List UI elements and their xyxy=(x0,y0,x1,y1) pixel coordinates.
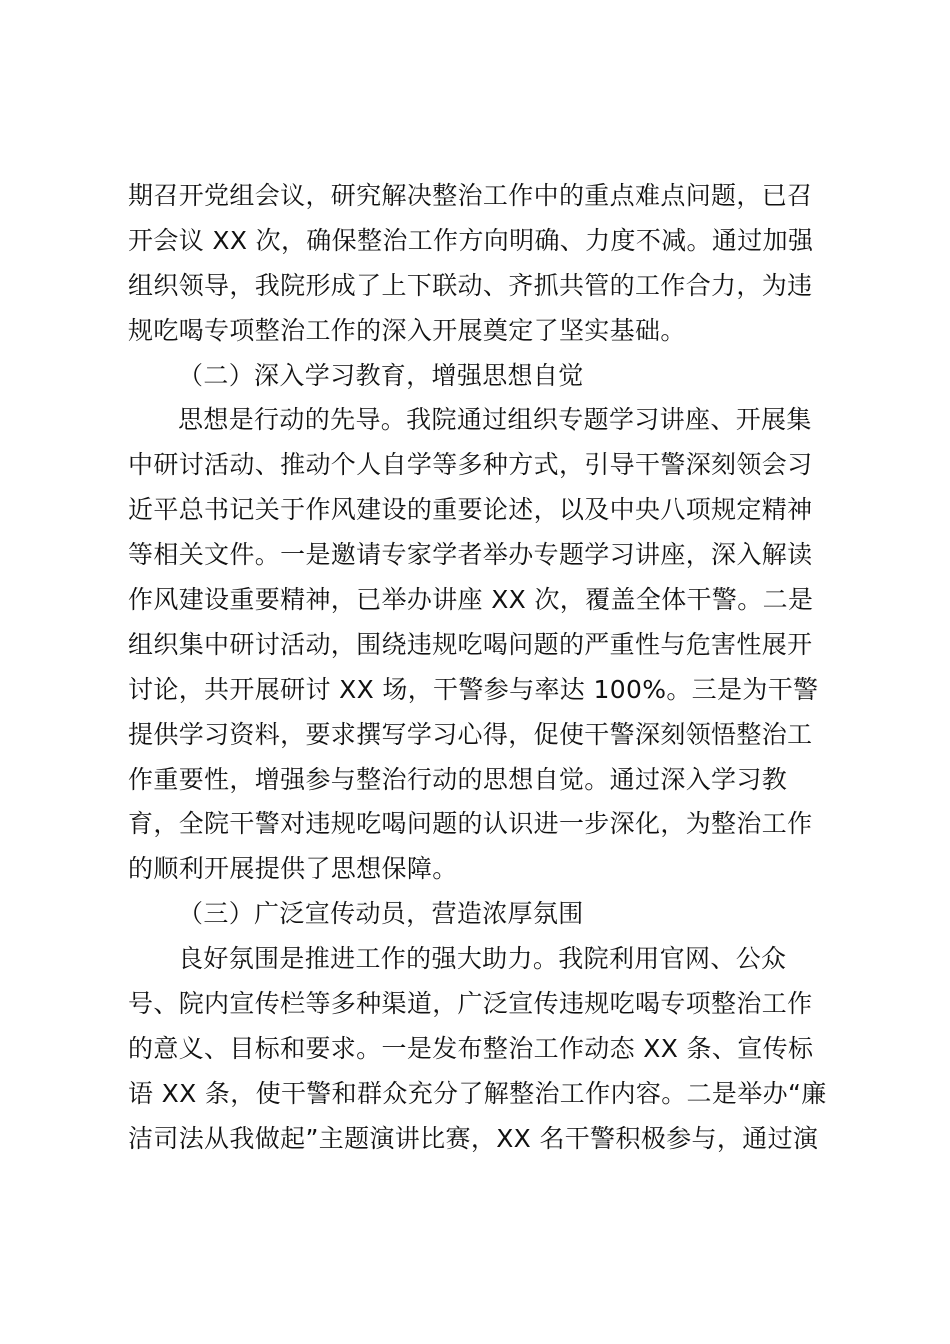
paragraph-line: 提供学习资料，要求撰写学习心得，促使干警深刻领悟整治工 xyxy=(128,719,813,749)
paragraph-line: 思想是行动的先导。我院通过组织专题学习讲座、开展集 xyxy=(178,405,812,435)
paragraph-line: 的顺利开展提供了思想保障。 xyxy=(128,854,458,884)
paragraph-line: 语 XX 条，使干警和群众充分了解整治工作内容。二是举办“廉 xyxy=(128,1078,827,1108)
paragraph-line: 的意义、目标和要求。一是发布整治工作动态 XX 条、宣传标 xyxy=(128,1033,814,1063)
section-heading: （三）广泛宣传动员，营造浓厚氛围 xyxy=(178,899,584,929)
document-body xyxy=(128,174,828,1162)
paragraph-line: 组织领导，我院形成了上下联动、齐抓共管的工作合力，为违 xyxy=(128,270,813,300)
paragraph-line: 等相关文件。一是邀请专家学者举办专题学习讲座，深入解读 xyxy=(128,540,813,570)
paragraph-line: 规吃喝专项整治工作的深入开展奠定了坚实基础。 xyxy=(128,315,686,345)
section-heading: （二）深入学习教育，增强思想自觉 xyxy=(178,360,584,390)
paragraph-line: 作重要性，增强参与整治行动的思想自觉。通过深入学习教 xyxy=(128,764,788,794)
paragraph-line: 近平总书记关于作风建设的重要论述，以及中央八项规定精神 xyxy=(128,495,813,525)
paragraph-line: 开会议 XX 次，确保整治工作方向明确、力度不减。通过加强 xyxy=(128,225,814,255)
paragraph-line: 洁司法从我做起”主题演讲比赛，XX 名干警积极参与，通过演 xyxy=(128,1123,819,1153)
paragraph-line: 育，全院干警对违规吃喝问题的认识进一步深化，为整治工作 xyxy=(128,809,813,839)
paragraph-line: 作风建设重要精神，已举办讲座 XX 次，覆盖全体干警。二是 xyxy=(128,585,814,615)
paragraph-line: 良好氛围是推进工作的强大助力。我院利用官网、公众 xyxy=(178,944,787,974)
paragraph-line: 号、院内宣传栏等多种渠道，广泛宣传违规吃喝专项整治工作 xyxy=(128,989,813,1019)
paragraph-line: 中研讨活动、推动个人自学等多种方式，引导干警深刻领会习 xyxy=(128,450,813,480)
paragraph-line: 讨论，共开展研讨 XX 场，干警参与率达 100%。三是为干警 xyxy=(128,674,819,704)
paragraph-line: 组织集中研讨活动，围绕违规吃喝问题的严重性与危害性展开 xyxy=(128,629,813,659)
paragraph-line: 期召开党组会议，研究解决整治工作中的重点难点问题，已召 xyxy=(128,181,813,210)
